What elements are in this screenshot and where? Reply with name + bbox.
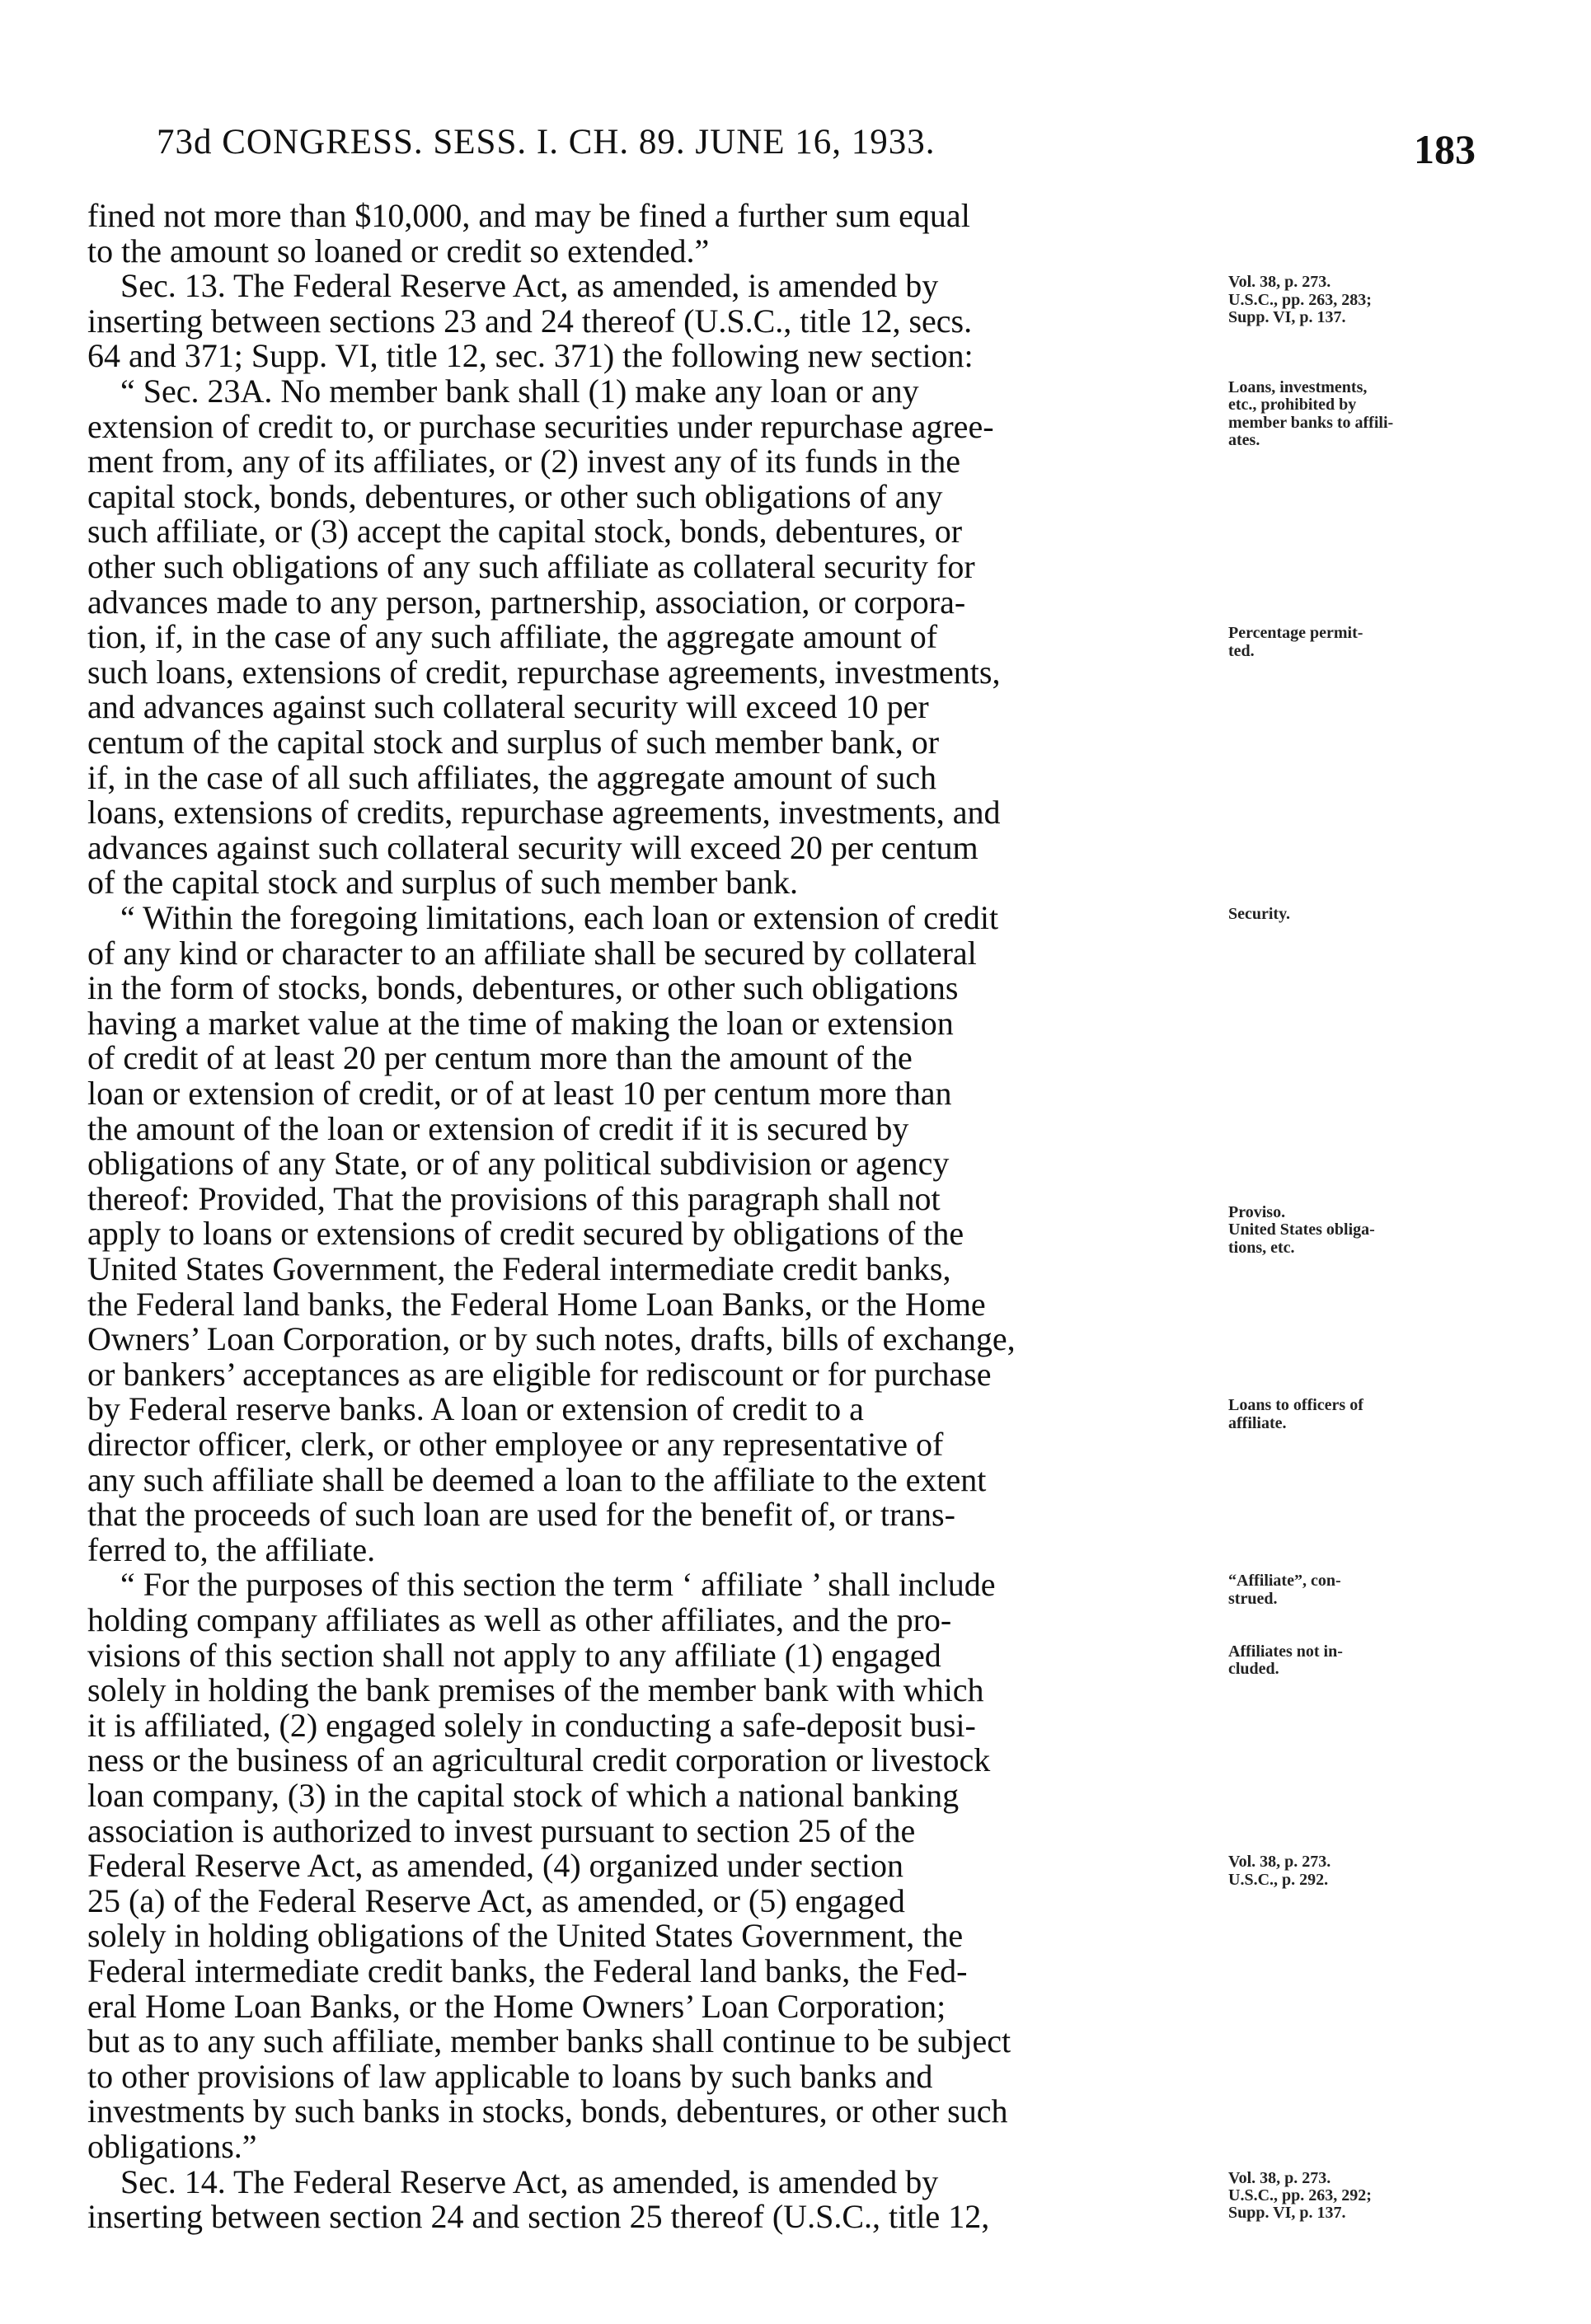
text-line: investments by such banks in stocks, bonds, debentures, or other such (87, 2092, 1008, 2130)
text-line: 64 and 371; Supp. VI, title 12, sec. 371) the following new section: (87, 337, 974, 375)
text-line: of the capital stock and surplus of such member bank. (87, 864, 798, 902)
text-line: Federal intermediate credit banks, the Federal land banks, the Fed- (87, 1952, 968, 1989)
margin-note: member banks to affili- (1228, 413, 1394, 432)
text-line: Federal Reserve Act, as amended, (4) organized under section (87, 1847, 903, 1885)
text-line: having a market value at the time of making the loan or extension (87, 1004, 954, 1042)
text-line: holding company affiliates as well as other affiliates, and the pro- (87, 1601, 952, 1638)
margin-note: etc., prohibited by (1228, 396, 1357, 415)
text-line: fined not more than $10,000, and may be fined a further sum equal (87, 197, 970, 234)
text-line: the amount of the loan or extension of credit if it is secured by (87, 1109, 909, 1147)
text-line: Owners’ Loan Corporation, or by such notes, drafts, bills of exchange, (87, 1320, 1016, 1358)
text-line: such loans, extensions of credit, repurchase agreements, investments, (87, 653, 1001, 691)
text-line: Sec. 13. The Federal Reserve Act, as amended, is amended by (120, 267, 939, 305)
margin-note: “Affiliate”, con- (1228, 1572, 1341, 1591)
text-line: other such obligations of any such affiliate as collateral security for (87, 548, 975, 585)
text-line: of credit of at least 20 per centum more than the amount of the (87, 1039, 913, 1077)
margin-note: Supp. VI, p. 137. (1228, 307, 1346, 326)
text-line: Sec. 14. The Federal Reserve Act, as amended, is amended by (120, 2162, 939, 2200)
text-line: it is affiliated, (2) engaged solely in conducting a safe-deposit busi- (87, 1706, 976, 1744)
text-line: such affiliate, or (3) accept the capital stock, bonds, debentures, or (87, 513, 963, 551)
margin-note: affiliate. (1228, 1413, 1287, 1432)
margin-note: ted. (1228, 641, 1255, 660)
text-line: capital stock, bonds, debentures, or other such obligations of any (87, 477, 943, 515)
text-line: solely in holding the bank premises of the member bank with which (87, 1671, 984, 1709)
text-line: inserting between sections 23 and 24 thereof (U.S.C., title 12, secs. (87, 302, 973, 340)
margin-note: Vol. 38, p. 273. (1228, 2168, 1331, 2187)
margin-note: Supp. VI, p. 137. (1228, 2204, 1346, 2223)
margin-note: tions, etc. (1228, 1238, 1295, 1257)
margin-note: Security. (1228, 905, 1290, 923)
text-line: loan company, (3) in the capital stock of which a national banking (87, 1777, 960, 1814)
text-line: and advances against such collateral security will exceed 10 per (87, 688, 929, 726)
text-line: solely in holding obligations of the United States Government, the (87, 1917, 964, 1955)
text-line: obligations of any State, or of any political subdivision or agency (87, 1145, 950, 1183)
text-line: apply to loans or extensions of credit secured by obligations of the (87, 1215, 964, 1253)
margin-note: U.S.C., pp. 263, 292; (1228, 2186, 1372, 2205)
text-line: or bankers’ acceptances as are eligible for rediscount or for purchase (87, 1355, 992, 1393)
text-line: director officer, clerk, or other employee or any representative of (87, 1426, 944, 1463)
text-line: any such affiliate shall be deemed a loan to the affiliate to the extent (87, 1460, 987, 1498)
text-line: inserting between section 24 and section 25 thereof (U.S.C., title 12, (87, 2198, 990, 2236)
text-line: centum of the capital stock and surplus of such member bank, or (87, 724, 940, 761)
text-line: if, in the case of all such affiliates, the aggregate amount of such (87, 758, 936, 796)
margin-note: Proviso. (1228, 1203, 1286, 1222)
text-line: ment from, any of its affiliates, or (2) invest any of its funds in the (87, 443, 961, 480)
margin-note: U.S.C., pp. 263, 283; (1228, 290, 1372, 309)
text-line: ferred to, the affiliate. (87, 1530, 376, 1568)
text-line: advances made to any person, partnership, association, or corpora- (87, 583, 966, 621)
margin-note: U.S.C., p. 292. (1228, 1870, 1329, 1889)
text-line: that the proceeds of such loan are used for the benefit of, or trans- (87, 1496, 955, 1534)
text-line: “ Sec. 23A. No member bank shall (1) make any loan or any (120, 372, 919, 410)
text-line: advances against such collateral security will exceed 20 per centum (87, 828, 979, 866)
text-line: loans, extensions of credits, repurchase agreements, investments, and (87, 794, 1001, 832)
text-line: the Federal land banks, the Federal Home Loan Banks, or the Home (87, 1285, 986, 1323)
text-line: tion, if, in the case of any such affiliate, the aggregate amount of (87, 618, 938, 656)
text-line: loan or extension of credit, or of at least 10 per centum more than (87, 1075, 952, 1112)
text-line: eral Home Loan Banks, or the Home Owners’ Loan Corporation; (87, 1987, 946, 2025)
margin-note: Loans, investments, (1228, 378, 1368, 396)
text-line: ness or the business of an agricultural credit corporation or livestock (87, 1741, 991, 1779)
running-head: 73d CONGRESS. SESS. I. CH. 89. JUNE 16, 1933. (157, 123, 936, 162)
margin-note: Vol. 38, p. 273. (1228, 1853, 1331, 1872)
text-line: to the amount so loaned or credit so extended.” (87, 232, 710, 269)
page-header (157, 122, 1476, 171)
text-line: of any kind or character to an affiliate shall be secured by collateral (87, 934, 977, 972)
text-line: visions of this section shall not apply to any affiliate (1) engaged (87, 1636, 941, 1674)
text-line: association is authorized to invest pursuant to section 25 of the (87, 1811, 916, 1849)
text-line: United States Government, the Federal intermediate credit banks, (87, 1250, 951, 1287)
margin-note: Percentage permit- (1228, 624, 1363, 643)
page-number: 183 (1414, 126, 1476, 172)
text-line: obligations.” (87, 2128, 257, 2165)
margin-note: Loans to officers of (1228, 1396, 1363, 1415)
margin-note: ates. (1228, 430, 1260, 449)
text-line: extension of credit to, or purchase securities under repurchase agree- (87, 407, 994, 445)
margin-note: Vol. 38, p. 273. (1228, 273, 1331, 292)
text-line: “ For the purposes of this section the term ‘ affiliate ’ shall include (120, 1566, 996, 1604)
text-line: thereof: Provided, That the provisions of this paragraph shall not (87, 1179, 941, 1217)
text-line: by Federal reserve banks. A loan or extension of credit to a (87, 1390, 864, 1428)
text-line: in the form of stocks, bonds, debentures, or other such obligations (87, 969, 959, 1007)
margin-note: Affiliates not in- (1228, 1642, 1343, 1661)
margin-note: cluded. (1228, 1659, 1279, 1678)
text-line: to other provisions of law applicable to loans by such banks and (87, 2057, 933, 2095)
margin-note: United States obliga- (1228, 1221, 1375, 1239)
text-line: 25 (a) of the Federal Reserve Act, as amended, or (5) engaged (87, 1881, 905, 1919)
text-line: “ Within the foregoing limitations, each loan or extension of credit (120, 899, 999, 936)
text-line: but as to any such affiliate, member banks shall continue to be subject (87, 2022, 1011, 2060)
margin-note: strued. (1228, 1589, 1278, 1608)
